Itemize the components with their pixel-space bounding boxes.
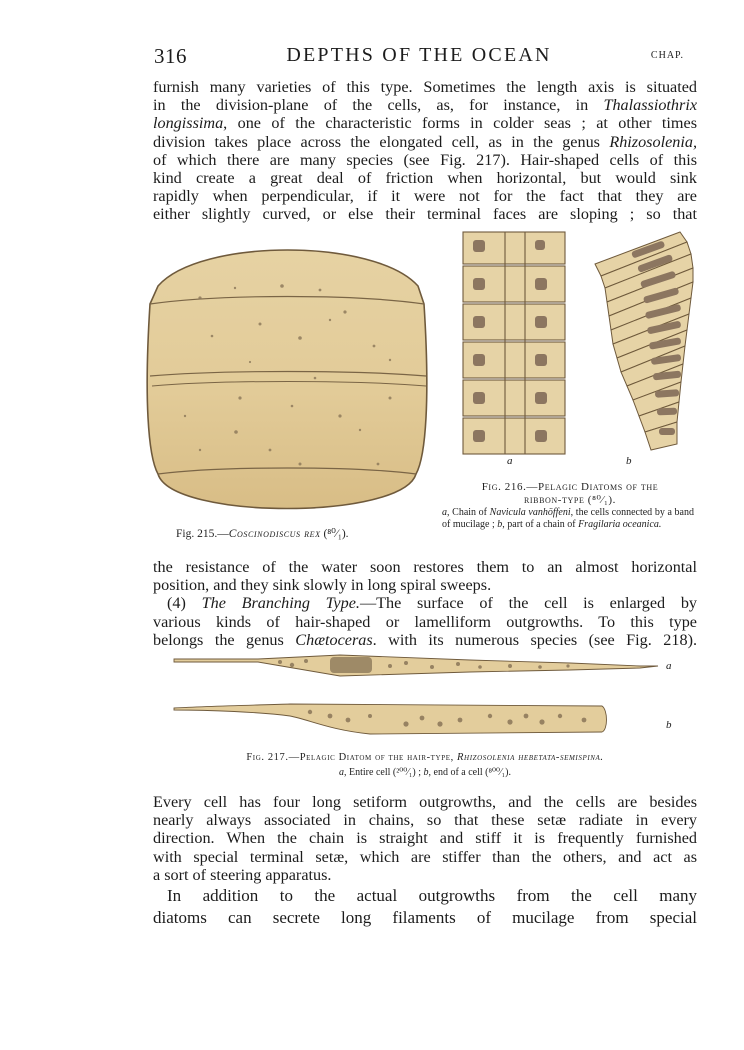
text-line: longissima, one of the characteristic forms in colder seas ; at other times <box>153 114 697 133</box>
text-line: Every cell has four long setiform outgrowths, and the cells are besides <box>153 793 697 811</box>
rhizosolenia-cell-end <box>174 704 607 734</box>
caption-scale: (⁸⁰⁄₁). <box>323 528 349 540</box>
italic-term: Rhizosolenia, <box>609 132 697 151</box>
figure-216-label-b: b <box>626 455 632 467</box>
running-head <box>154 44 684 70</box>
text-line: (4) The Branching Type.—The surface of the cell is enlarged by <box>167 594 697 613</box>
running-title: DEPTHS OF THE OCEAN <box>286 44 552 66</box>
text-line: belongs the genus Chætoceras. with its numerous species (see Fig. 218). <box>153 630 697 649</box>
text-line: the resistance of the water soon restores them to an almost horizontal <box>153 558 697 576</box>
chapter-mark: CHAP. <box>650 50 684 61</box>
figure-216-caption-text: a, Chain of Navicula vanhöffeni, the cells connected by a band of mucilage ; b, part of a chain of Fragilaria oceanica. <box>442 507 694 530</box>
text-line: nearly always associated in chains, so that these setæ radiate in every <box>153 811 697 830</box>
text-line: direction. When the chain is straight and stiff it is frequently furnished <box>153 829 697 848</box>
text-line: various kinds of hair-shaped or lamelliform outgrowths. To this type <box>153 612 697 631</box>
figure-216-label-a: a <box>507 455 513 467</box>
text-line: of which there are many species (see Fig. 217). Hair-shaped cells of this <box>153 150 697 169</box>
figure-217-caption-text: a, Entire cell (²⁰⁰⁄₁) ; b, end of a cell (⁸⁰⁰⁄₁). <box>339 767 511 778</box>
italic-term: Thalassiothrix <box>603 96 697 115</box>
rhizosolenia-entire-cell <box>174 655 658 676</box>
page-number: 316 <box>154 44 187 68</box>
text-line: in the division-plane of the cells, as, for instance, in Thalassiothrix <box>153 96 697 115</box>
caption-species: Coscinodiscus rex <box>228 528 321 540</box>
figure-217-label-b: b <box>666 719 672 731</box>
figure-217-rhizosolenia-illustration <box>170 650 670 740</box>
navicula-chain <box>463 232 565 454</box>
section-heading: The Branching Type. <box>201 594 360 613</box>
text-line: rapidly when perpendicular, if it were not for the fact that they are <box>153 187 697 206</box>
text-line: either slightly curved, or else their terminal faces are sloping ; so that <box>153 205 697 224</box>
text-line: a sort of steering apparatus. <box>153 865 332 884</box>
branching-type-paragraph <box>153 558 697 649</box>
setiform-paragraph <box>153 793 697 884</box>
mucilage-paragraph <box>153 885 697 929</box>
text-line: division takes place across the elongated cell, as in the genus Rhizosolenia, <box>153 132 697 151</box>
figure-215-coscinodiscus-illustration <box>140 228 435 524</box>
figure-215-caption <box>176 528 349 541</box>
text-line: furnish many varieties of this type. Sometimes the length axis is situated <box>153 78 697 96</box>
figure-217-label-a: a <box>666 660 672 672</box>
caption-prefix: Fig. 215.— <box>176 528 229 540</box>
text-line: kind create a great deal of friction when horizontal, but would sink <box>153 168 697 187</box>
text-line: diatoms can secrete long filaments of mucilage from special <box>153 908 697 927</box>
intro-paragraph <box>153 78 697 224</box>
text-line: position, and they sink slowly in long spiral sweeps. <box>153 576 492 595</box>
italic-term: longissima <box>153 114 224 133</box>
text-line: In addition to the actual outgrowths from the cell many <box>167 886 697 905</box>
figure-216-caption-title: Fig. 216.—Pelagic Diatoms of the ribbon-type (⁸⁰⁄₁). <box>481 481 659 506</box>
figure-217-caption-title: Fig. 217.—Pelagic Diatom of the hair-type, Rhizosolenia hebetata-semispina. <box>246 752 604 763</box>
figure-216-ribbon-diatoms-illustration <box>455 230 695 470</box>
text-line: with special terminal setæ, which are stiffer than the others, and act as <box>153 847 697 866</box>
italic-term: Chætoceras <box>295 630 373 649</box>
